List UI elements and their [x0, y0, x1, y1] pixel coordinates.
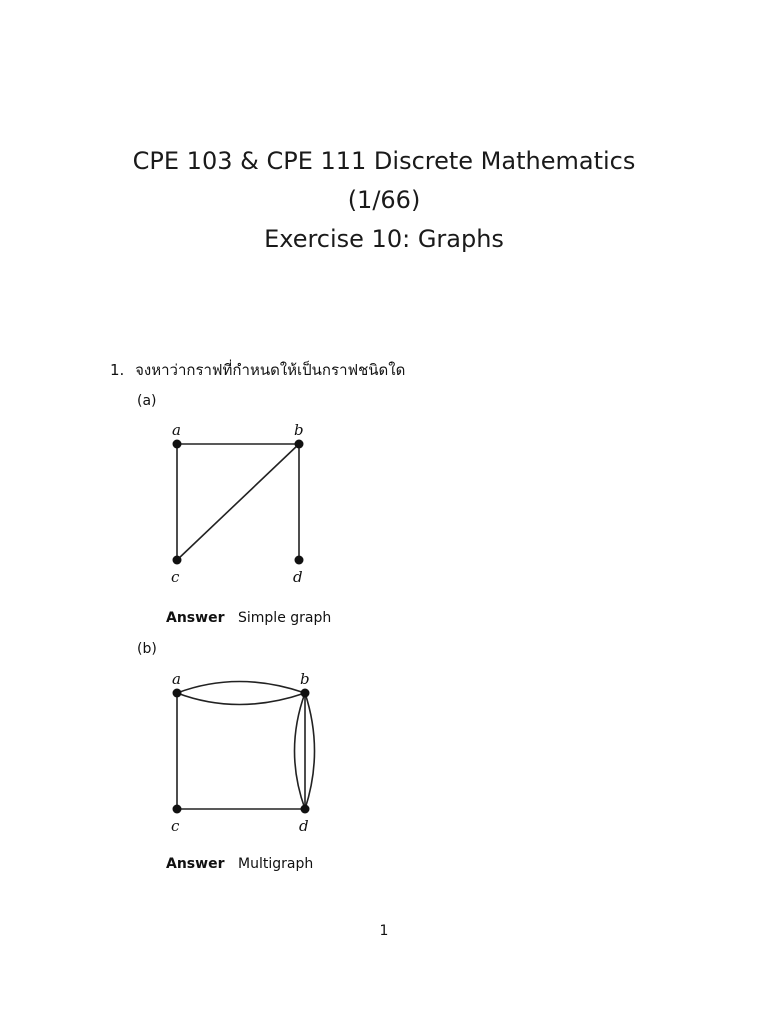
- vertex-label-d: d: [299, 817, 309, 835]
- vertex-label-b: b: [300, 670, 310, 688]
- document-title-line-3: Exercise 10: Graphs: [264, 225, 504, 253]
- edge-a-b-lower: [177, 693, 305, 705]
- graph-a-figure: [160, 418, 330, 590]
- edge-b-d-right: [305, 693, 315, 809]
- question-1: [110, 359, 405, 381]
- vertex-d: [301, 805, 310, 814]
- part-b-label: (b): [137, 641, 157, 657]
- edge-b-d-left: [295, 693, 306, 809]
- vertex-label-a: a: [172, 670, 181, 688]
- vertex-label-c: c: [171, 817, 180, 835]
- edge-a-b-upper: [177, 682, 305, 694]
- document-title-line-1: CPE 103 & CPE 111 Discrete Mathematics: [132, 147, 636, 175]
- answer-b-label: Answer: [166, 856, 225, 872]
- document-title-line-2: (1/66): [347, 186, 421, 214]
- answer-b-text: Multigraph: [238, 856, 314, 872]
- vertex-d: [295, 556, 304, 565]
- question-text: จงหาว่ากราฟที่กำหนดให้เป็นกราฟชนิดใด: [135, 361, 406, 379]
- vertex-b: [295, 440, 304, 449]
- vertex-b: [301, 689, 310, 698]
- page-number: 1: [379, 923, 389, 939]
- answer-b: [166, 854, 313, 874]
- answer-a: [166, 608, 331, 628]
- vertex-label-c: c: [171, 568, 180, 586]
- vertex-c: [173, 556, 182, 565]
- vertex-a: [173, 440, 182, 449]
- graph-b-figure: [160, 668, 330, 840]
- vertex-a: [173, 689, 182, 698]
- vertex-label-a: a: [172, 421, 181, 439]
- vertex-label-b: b: [294, 421, 304, 439]
- vertex-label-d: d: [293, 568, 303, 586]
- question-number: 1.: [110, 361, 125, 379]
- answer-a-label: Answer: [166, 610, 225, 626]
- edge-b-c: [177, 444, 299, 560]
- answer-a-text: Simple graph: [238, 610, 332, 626]
- vertex-c: [173, 805, 182, 814]
- part-a-label: (a): [137, 393, 157, 409]
